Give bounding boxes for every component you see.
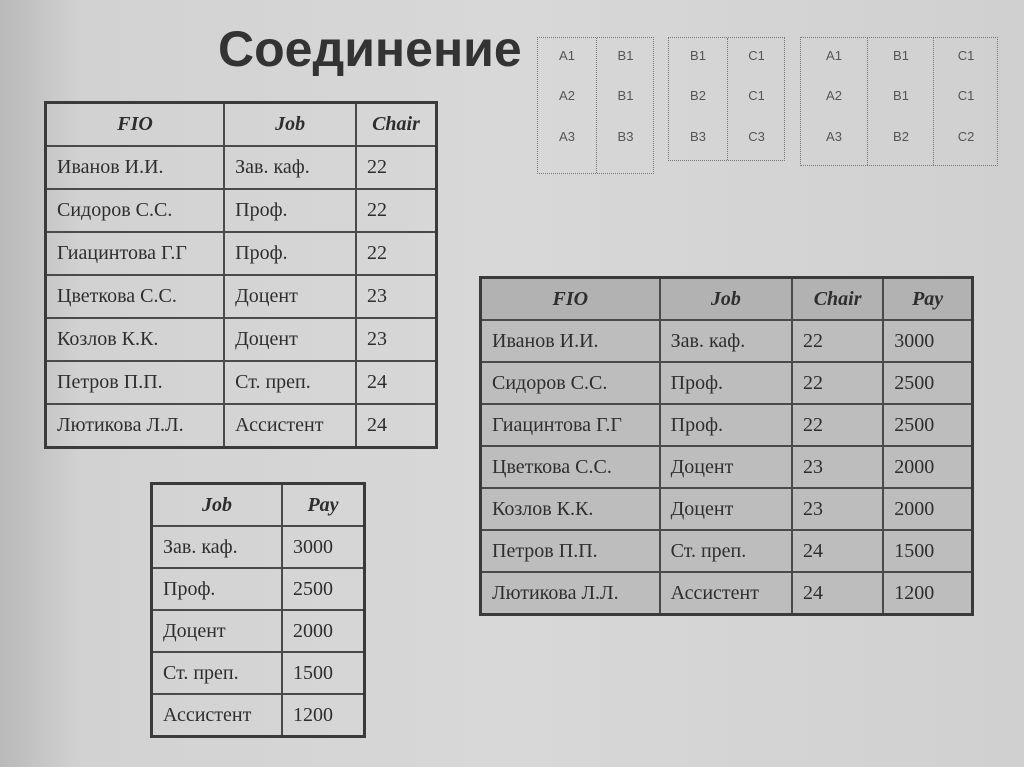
schema-cell: B3 bbox=[617, 129, 634, 144]
table-header-row bbox=[46, 103, 437, 147]
table-cell: 2500 bbox=[883, 404, 972, 446]
table-cell: Гиацинтова Г.Г bbox=[46, 232, 225, 275]
table-row bbox=[481, 530, 973, 572]
table-cell: Доцент bbox=[224, 275, 356, 318]
table-cell: 24 bbox=[356, 404, 436, 448]
table-cell: Цветкова С.С. bbox=[481, 446, 660, 488]
schema-cell: B1 bbox=[893, 48, 909, 63]
table-cell: Иванов И.И. bbox=[46, 146, 225, 189]
table-cell: Лютикова Л.Л. bbox=[481, 572, 660, 615]
table-cell: 2500 bbox=[282, 568, 365, 610]
table-cell: Зав. каф. bbox=[152, 526, 283, 568]
table-row bbox=[46, 275, 437, 318]
schema-column bbox=[669, 38, 727, 160]
joined-table bbox=[479, 276, 974, 616]
table-row bbox=[46, 361, 437, 404]
column-header: Pay bbox=[883, 278, 972, 321]
table-cell: 24 bbox=[792, 530, 883, 572]
column-header: Chair bbox=[356, 103, 436, 147]
schema-cell: B1 bbox=[617, 48, 634, 63]
table-row bbox=[46, 404, 437, 448]
table-cell: 22 bbox=[792, 320, 883, 362]
table-cell: Доцент bbox=[152, 610, 283, 652]
schema-cell: A1 bbox=[826, 48, 842, 63]
table-cell: Проф. bbox=[224, 189, 356, 232]
table-cell: 22 bbox=[356, 232, 436, 275]
table-cell: Ассистент bbox=[224, 404, 356, 448]
table-cell: 1200 bbox=[883, 572, 972, 615]
table-row bbox=[152, 610, 365, 652]
table-row bbox=[46, 189, 437, 232]
table-cell: Ассистент bbox=[660, 572, 792, 615]
table-cell: 23 bbox=[356, 275, 436, 318]
table-cell: 23 bbox=[356, 318, 436, 361]
column-header: Pay bbox=[282, 484, 365, 527]
table-cell: Зав. каф. bbox=[224, 146, 356, 189]
table-row bbox=[152, 694, 365, 737]
schema-cell: A3 bbox=[826, 129, 842, 144]
table-cell: 2000 bbox=[883, 488, 972, 530]
column-header: Job bbox=[660, 278, 792, 321]
table-cell: 23 bbox=[792, 446, 883, 488]
column-header: Job bbox=[224, 103, 356, 147]
table-row bbox=[152, 652, 365, 694]
schema-cell: B3 bbox=[690, 129, 706, 144]
schema-column bbox=[727, 38, 785, 160]
table-cell: 1200 bbox=[282, 694, 365, 737]
table-row bbox=[46, 146, 437, 189]
pay-table bbox=[150, 482, 366, 738]
schema-cell: C1 bbox=[957, 48, 975, 63]
table-cell: Ст. преп. bbox=[152, 652, 283, 694]
table-cell: Ассистент bbox=[152, 694, 283, 737]
column-header: Job bbox=[152, 484, 283, 527]
table-cell: 3000 bbox=[282, 526, 365, 568]
table-header-row bbox=[152, 484, 365, 527]
table-cell: Петров П.П. bbox=[481, 530, 660, 572]
table-cell: Доцент bbox=[224, 318, 356, 361]
schema-cell: A1 bbox=[559, 48, 575, 63]
schema-cell: A2 bbox=[826, 88, 842, 103]
schema-relation-abc bbox=[800, 37, 998, 166]
table-cell: 22 bbox=[356, 146, 436, 189]
schema-cell: B2 bbox=[690, 88, 706, 103]
schema-cell: B1 bbox=[690, 48, 706, 63]
schema-cell: B2 bbox=[893, 129, 909, 144]
schema-relation-ab bbox=[537, 37, 654, 174]
table-cell: Петров П.П. bbox=[46, 361, 225, 404]
table-cell: 24 bbox=[792, 572, 883, 615]
schema-cell: B1 bbox=[617, 88, 634, 103]
schema-cell: B1 bbox=[893, 88, 909, 103]
column-header: FIO bbox=[46, 103, 225, 147]
table-cell: Доцент bbox=[660, 446, 792, 488]
table-cell: 22 bbox=[792, 404, 883, 446]
column-header: Chair bbox=[792, 278, 883, 321]
table-cell: Ст. преп. bbox=[660, 530, 792, 572]
table-cell: Проф. bbox=[224, 232, 356, 275]
schema-column bbox=[801, 38, 867, 165]
table-cell: Сидоров С.С. bbox=[46, 189, 225, 232]
schema-cell: C3 bbox=[748, 129, 765, 144]
schema-cell: C1 bbox=[957, 88, 975, 103]
table-cell: Ст. преп. bbox=[224, 361, 356, 404]
table-cell: Козлов К.К. bbox=[46, 318, 225, 361]
table-cell: Цветкова С.С. bbox=[46, 275, 225, 318]
table-row bbox=[152, 526, 365, 568]
table-cell: Козлов К.К. bbox=[481, 488, 660, 530]
table-row bbox=[46, 232, 437, 275]
table-cell: Гиацинтова Г.Г bbox=[481, 404, 660, 446]
table-cell: Проф. bbox=[660, 404, 792, 446]
table-cell: 2500 bbox=[883, 362, 972, 404]
table-cell: 2000 bbox=[282, 610, 365, 652]
table-cell: 22 bbox=[792, 362, 883, 404]
schema-cell: A2 bbox=[559, 88, 575, 103]
table-header-row bbox=[481, 278, 973, 321]
table-cell: 2000 bbox=[883, 446, 972, 488]
table-cell: Проф. bbox=[660, 362, 792, 404]
table-cell: Доцент bbox=[660, 488, 792, 530]
table-row bbox=[152, 568, 365, 610]
table-row bbox=[481, 404, 973, 446]
table-cell: Иванов И.И. bbox=[481, 320, 660, 362]
table-row bbox=[46, 318, 437, 361]
schema-column bbox=[596, 38, 654, 173]
page-title: Соединение bbox=[218, 21, 522, 77]
table-row bbox=[481, 488, 973, 530]
schema-cell: C1 bbox=[748, 88, 765, 103]
table-cell: 24 bbox=[356, 361, 436, 404]
table-cell: 1500 bbox=[883, 530, 972, 572]
table-cell: 3000 bbox=[883, 320, 972, 362]
table-cell: 23 bbox=[792, 488, 883, 530]
table-row bbox=[481, 572, 973, 615]
table-cell: Лютикова Л.Л. bbox=[46, 404, 225, 448]
schema-relation-bc bbox=[668, 37, 785, 161]
table-cell: Сидоров С.С. bbox=[481, 362, 660, 404]
schema-column bbox=[867, 38, 934, 165]
table-row bbox=[481, 320, 973, 362]
table-row bbox=[481, 446, 973, 488]
column-header: FIO bbox=[481, 278, 660, 321]
schema-cell: A3 bbox=[559, 129, 575, 144]
table-cell: 22 bbox=[356, 189, 436, 232]
schema-cell: C2 bbox=[957, 129, 975, 144]
schema-column bbox=[933, 38, 998, 165]
schema-cell: C1 bbox=[748, 48, 765, 63]
table-cell: Зав. каф. bbox=[660, 320, 792, 362]
table-row bbox=[481, 362, 973, 404]
employees-table bbox=[44, 101, 438, 449]
schema-column bbox=[538, 38, 596, 173]
table-cell: 1500 bbox=[282, 652, 365, 694]
table-cell: Проф. bbox=[152, 568, 283, 610]
